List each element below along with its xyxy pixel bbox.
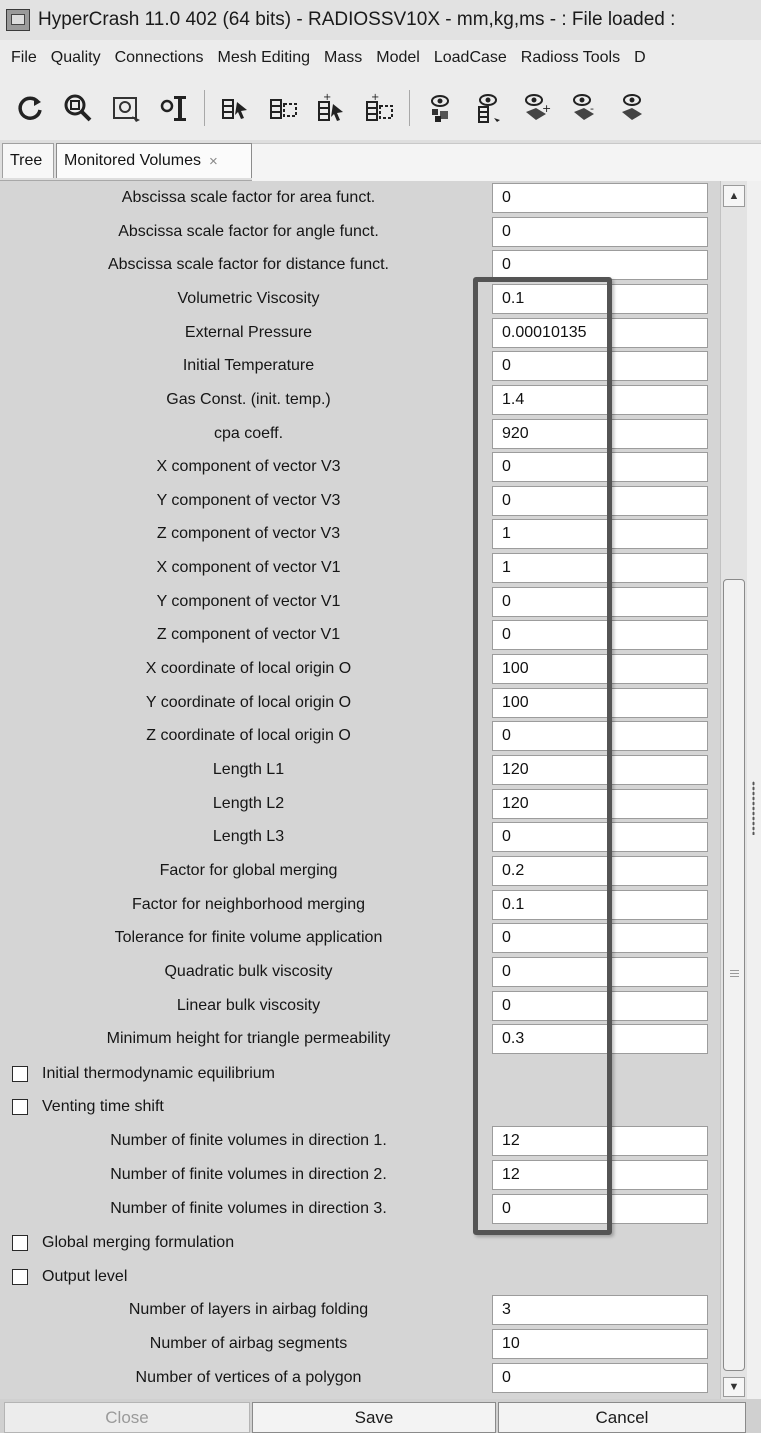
field-label: Z coordinate of local origin O: [146, 727, 351, 744]
form-row: [0, 551, 720, 585]
checkbox-label: Initial thermodynamic equilibrium: [42, 1065, 275, 1082]
pick-icon[interactable]: [156, 88, 192, 128]
field-input[interactable]: 0: [492, 587, 708, 617]
form-row: [0, 989, 720, 1023]
field-input[interactable]: 3: [492, 1295, 708, 1325]
field-label: Gas Const. (init. temp.): [166, 391, 331, 408]
checkbox-initial-thermodynamic-equilibrium[interactable]: [0, 1057, 480, 1091]
field-label: Abscissa scale factor for distance funct.: [107, 256, 389, 273]
field-input[interactable]: 0: [492, 351, 708, 381]
scroll-down-icon[interactable]: ▼: [723, 1377, 745, 1397]
tab-bar-filler: [252, 143, 761, 181]
field-label: X coordinate of local origin O: [145, 660, 352, 677]
title-bar: [0, 0, 761, 41]
footer: [0, 1399, 761, 1433]
scrollbar-thumb[interactable]: [723, 579, 745, 1371]
field-input[interactable]: 0: [492, 991, 708, 1021]
form-row: [0, 484, 720, 518]
form-row: [0, 181, 720, 215]
field-label: Minimum height for triangle permeability: [106, 1030, 391, 1047]
field-input[interactable]: 100: [492, 688, 708, 718]
cancel-button[interactable]: Cancel: [498, 1402, 746, 1433]
toolbar-separator: [409, 90, 410, 126]
refresh-icon[interactable]: [12, 88, 48, 128]
form-row: [0, 450, 720, 484]
form-row: [0, 1158, 720, 1192]
add-box-icon[interactable]: [361, 88, 397, 128]
form-row: [0, 1022, 720, 1056]
field-input[interactable]: 1.4: [492, 385, 708, 415]
field-label: Abscissa scale factor for angle funct.: [118, 223, 379, 240]
field-input[interactable]: 0.3: [492, 1024, 708, 1054]
menu-radioss-tools[interactable]: Radioss Tools: [520, 49, 621, 66]
menu-connections[interactable]: Connections: [114, 49, 204, 66]
form-row: [0, 820, 720, 854]
svg-text:+: +: [542, 102, 552, 115]
close-button[interactable]: Close: [4, 1402, 250, 1433]
field-input[interactable]: 0: [492, 1363, 708, 1393]
svg-text:+: +: [371, 92, 380, 103]
form-row: [0, 921, 720, 955]
field-label: cpa coeff.: [213, 425, 284, 442]
field-label: Initial Temperature: [182, 357, 315, 374]
field-input[interactable]: 10: [492, 1329, 708, 1359]
field-label: Y component of vector V1: [156, 593, 341, 610]
show-more-icon[interactable]: [614, 88, 650, 128]
field-label: Y component of vector V3: [156, 492, 341, 509]
tab-monitored-volumes-label: Monitored Volumes: [64, 152, 201, 169]
field-input[interactable]: 0: [492, 452, 708, 482]
field-input[interactable]: 0.00010135: [492, 318, 708, 348]
form-row: [0, 888, 720, 922]
form-row: [0, 719, 720, 753]
tab-tree-label: Tree: [10, 152, 43, 169]
show-elements-icon[interactable]: [470, 88, 506, 128]
field-input[interactable]: 0.1: [492, 890, 708, 920]
field-label: Abscissa scale factor for area funct.: [121, 189, 376, 206]
select-box-icon[interactable]: [265, 88, 301, 128]
form-row: [0, 1124, 720, 1158]
tab-bar: [0, 140, 761, 181]
save-button[interactable]: Save: [252, 1402, 496, 1433]
form-row: [0, 316, 720, 350]
form-row: [0, 1327, 720, 1361]
show-add-icon[interactable]: [518, 88, 554, 128]
field-label: Factor for neighborhood merging: [131, 896, 366, 913]
form-row: [0, 1361, 720, 1395]
toolbar: [0, 76, 761, 140]
field-input[interactable]: 12: [492, 1160, 708, 1190]
window-title: HyperCrash 11.0 402 (64 bits) - RADIOSSV10X - mm,kg,ms - : File loaded :: [38, 9, 676, 30]
field-input[interactable]: 0: [492, 250, 708, 280]
menu-mass[interactable]: Mass: [324, 49, 363, 66]
field-label: Length L2: [212, 795, 285, 812]
svg-text:+: +: [323, 92, 332, 103]
checkbox[interactable]: [12, 1099, 28, 1115]
field-label: Length L1: [212, 761, 285, 778]
form-row: [0, 854, 720, 888]
show-parts-icon[interactable]: [422, 88, 458, 128]
field-input[interactable]: 120: [492, 789, 708, 819]
form-row: [0, 652, 720, 686]
field-input[interactable]: 0.1: [492, 284, 708, 314]
menu-mesh-editing[interactable]: Mesh Editing: [217, 49, 311, 66]
field-input[interactable]: 100: [492, 654, 708, 684]
tab-monitored-volumes[interactable]: [56, 143, 252, 178]
select-elements-icon[interactable]: [217, 88, 253, 128]
menu-quality[interactable]: Quality: [50, 49, 101, 66]
zoom-fit-icon[interactable]: [60, 88, 96, 128]
field-label: Number of layers in airbag folding: [128, 1301, 369, 1318]
form-row: [0, 618, 720, 652]
field-label: Factor for global merging: [159, 862, 338, 879]
grip-icon: [730, 970, 739, 971]
view-icon[interactable]: [108, 88, 144, 128]
form-row: [0, 787, 720, 821]
menu-bar: [0, 40, 761, 76]
close-icon[interactable]: ×: [208, 152, 218, 170]
form-row: [0, 1192, 720, 1226]
app-icon: [6, 9, 30, 31]
field-label: Quadratic bulk viscosity: [164, 963, 333, 980]
field-label: Linear bulk viscosity: [176, 997, 321, 1014]
form-row: [0, 1293, 720, 1327]
form-row: [0, 585, 720, 619]
checkbox-label: Venting time shift: [42, 1098, 164, 1115]
checkbox-global-merging-formulation[interactable]: [0, 1226, 480, 1260]
form-row: [0, 417, 720, 451]
tab-tree[interactable]: [2, 143, 54, 178]
form-row: [0, 753, 720, 787]
field-input[interactable]: 0: [492, 1194, 708, 1224]
checkbox[interactable]: [12, 1235, 28, 1251]
svg-text:-: -: [590, 102, 594, 115]
show-remove-icon[interactable]: [566, 88, 602, 128]
form-row: [0, 282, 720, 316]
field-label: Number of finite volumes in direction 3.: [110, 1200, 387, 1217]
field-input[interactable]: 0: [492, 957, 708, 987]
form-row: [0, 349, 720, 383]
add-elements-icon[interactable]: [313, 88, 349, 128]
field-label: Number of finite volumes in direction 2.: [110, 1166, 387, 1183]
form-row: [0, 383, 720, 417]
field-label: Y coordinate of local origin O: [145, 694, 352, 711]
form-row: [0, 686, 720, 720]
checkbox-label: Output level: [42, 1268, 128, 1285]
field-label: Number of airbag segments: [149, 1335, 348, 1352]
field-label: Number of finite volumes in direction 1.: [110, 1132, 387, 1149]
toolbar-separator: [204, 90, 205, 126]
splitter-grip-icon[interactable]: [752, 781, 755, 835]
form-row: [0, 955, 720, 989]
panel-splitter[interactable]: [747, 181, 761, 1399]
menu-file[interactable]: File: [11, 49, 37, 66]
field-input[interactable]: 12: [492, 1126, 708, 1156]
checkbox-output-level[interactable]: [0, 1260, 480, 1294]
field-input[interactable]: 920: [492, 419, 708, 449]
field-label: Length L3: [212, 828, 285, 845]
field-input[interactable]: 1: [492, 519, 708, 549]
menu-model[interactable]: Model: [376, 49, 420, 66]
form-row: [0, 517, 720, 551]
checkbox-venting-time-shift[interactable]: [0, 1090, 480, 1124]
field-input[interactable]: 1: [492, 553, 708, 583]
form-row: [0, 215, 720, 249]
menu-d[interactable]: D: [634, 49, 646, 66]
field-input[interactable]: 0: [492, 721, 708, 751]
form-row: [0, 248, 720, 282]
form-panel: [0, 181, 761, 1399]
field-input[interactable]: 0: [492, 183, 708, 213]
checkbox[interactable]: [12, 1269, 28, 1285]
field-label: Tolerance for finite volume application: [114, 929, 383, 946]
menu-loadcase[interactable]: LoadCase: [433, 49, 507, 66]
field-input[interactable]: 0: [492, 620, 708, 650]
field-input[interactable]: 0: [492, 822, 708, 852]
field-label: X component of vector V1: [156, 559, 341, 576]
vertical-scrollbar[interactable]: [720, 181, 748, 1399]
field-label: Z component of vector V3: [156, 525, 341, 542]
field-input[interactable]: 120: [492, 755, 708, 785]
field-label: External Pressure: [184, 324, 313, 341]
field-label: Z component of vector V1: [156, 626, 341, 643]
scroll-up-icon[interactable]: ▲: [723, 185, 745, 207]
field-input[interactable]: 0: [492, 486, 708, 516]
field-input[interactable]: 0: [492, 217, 708, 247]
field-label: Volumetric Viscosity: [177, 290, 320, 307]
field-input[interactable]: 0.2: [492, 856, 708, 886]
field-input[interactable]: 0: [492, 923, 708, 953]
field-label: Number of vertices of a polygon: [135, 1369, 362, 1386]
checkbox[interactable]: [12, 1066, 28, 1082]
checkbox-label: Global merging formulation: [42, 1234, 235, 1251]
field-label: X component of vector V3: [156, 458, 341, 475]
